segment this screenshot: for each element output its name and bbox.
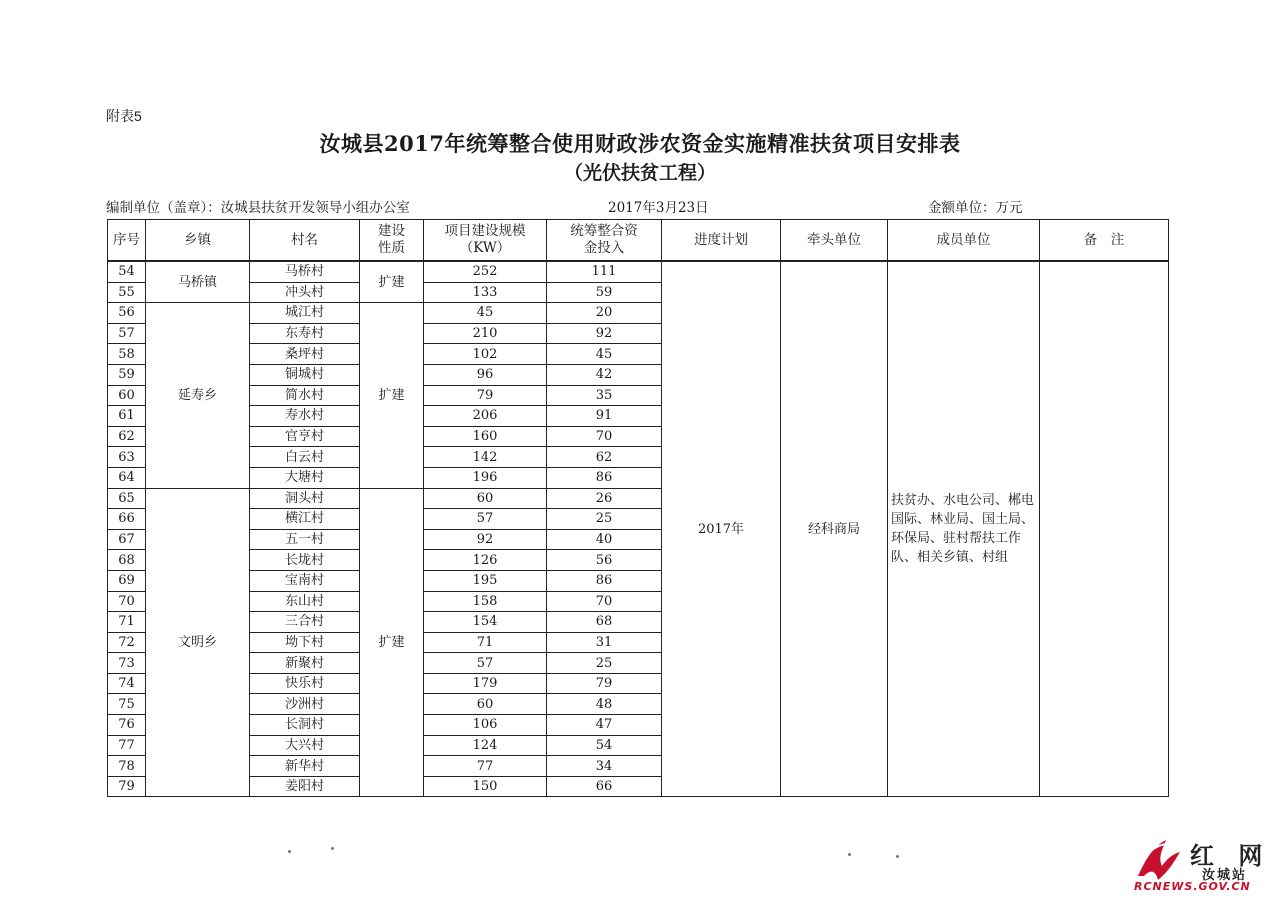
township-cell: 马桥镇 <box>146 261 250 303</box>
seq-cell: 72 <box>108 632 146 653</box>
scale-cell: 210 <box>424 323 547 344</box>
scale-cell: 102 <box>424 344 547 365</box>
funds-cell: 70 <box>547 426 662 447</box>
scale-cell: 79 <box>424 385 547 406</box>
funds-cell: 40 <box>547 529 662 550</box>
funds-cell: 56 <box>547 550 662 571</box>
village-cell: 洞头村 <box>250 488 360 509</box>
village-cell: 简水村 <box>250 385 360 406</box>
seq-cell: 56 <box>108 303 146 324</box>
seq-cell: 69 <box>108 570 146 591</box>
seq-cell: 76 <box>108 715 146 736</box>
seq-cell: 79 <box>108 776 146 797</box>
seq-cell: 57 <box>108 323 146 344</box>
village-cell: 三合村 <box>250 612 360 633</box>
village-cell: 长洞村 <box>250 715 360 736</box>
header-lead: 牵头单位 <box>781 220 888 262</box>
village-cell: 白云村 <box>250 447 360 468</box>
document-title: 汝城县2017年统筹整合使用财政涉农资金实施精准扶贫项目安排表 <box>319 131 961 156</box>
header-schedule: 进度计划 <box>662 220 781 262</box>
seq-cell: 54 <box>108 261 146 282</box>
project-table <box>107 219 1169 797</box>
village-cell: 桑坪村 <box>250 344 360 365</box>
scale-cell: 92 <box>424 529 547 550</box>
scale-cell: 57 <box>424 653 547 674</box>
scale-cell: 57 <box>424 509 547 530</box>
schedule-cell: 2017年 <box>662 261 781 797</box>
funds-cell: 62 <box>547 447 662 468</box>
header-scale: 项目建设规模（KW） <box>424 220 547 262</box>
scale-cell: 150 <box>424 776 547 797</box>
rednet-watermark-logo <box>1132 834 1272 896</box>
rednet-brush-icon <box>1132 836 1188 884</box>
header-nature: 建设性质 <box>360 220 424 262</box>
scan-speck <box>331 847 334 850</box>
scale-cell: 195 <box>424 570 547 591</box>
funds-cell: 68 <box>547 612 662 633</box>
header-funds: 统筹整合资金投入 <box>547 220 662 262</box>
village-cell: 姜阳村 <box>250 776 360 797</box>
village-cell: 冲头村 <box>250 282 360 303</box>
seq-cell: 64 <box>108 467 146 488</box>
seq-cell: 55 <box>108 282 146 303</box>
village-cell: 官亨村 <box>250 426 360 447</box>
funds-cell: 86 <box>547 467 662 488</box>
funds-cell: 45 <box>547 344 662 365</box>
seq-cell: 63 <box>108 447 146 468</box>
funds-cell: 54 <box>547 735 662 756</box>
watermark-url: RCNEWS.GOV.CN <box>1134 880 1251 893</box>
scale-cell: 126 <box>424 550 547 571</box>
header-village: 村名 <box>250 220 360 262</box>
funds-cell: 20 <box>547 303 662 324</box>
compile-date: 2017年3月23日 <box>608 200 709 216</box>
village-cell: 横江村 <box>250 509 360 530</box>
scale-cell: 60 <box>424 694 547 715</box>
nature-cell: 扩建 <box>360 261 424 303</box>
funds-cell: 34 <box>547 756 662 777</box>
watermark-station: 汝城站 <box>1202 868 1248 883</box>
seq-cell: 78 <box>108 756 146 777</box>
scale-cell: 179 <box>424 673 547 694</box>
funds-cell: 48 <box>547 694 662 715</box>
table-body <box>108 261 1169 797</box>
seq-cell: 60 <box>108 385 146 406</box>
seq-cell: 58 <box>108 344 146 365</box>
header-seq: 序号 <box>108 220 146 262</box>
funds-cell: 92 <box>547 323 662 344</box>
village-cell: 坳下村 <box>250 632 360 653</box>
attachment-label: 附表5 <box>106 108 142 124</box>
funds-cell: 86 <box>547 570 662 591</box>
funds-cell: 66 <box>547 776 662 797</box>
header-members: 成员单位 <box>888 220 1040 262</box>
remarks-cell <box>1040 261 1169 797</box>
funds-cell: 70 <box>547 591 662 612</box>
village-cell: 长垅村 <box>250 550 360 571</box>
village-cell: 快乐村 <box>250 673 360 694</box>
seq-cell: 67 <box>108 529 146 550</box>
seq-cell: 75 <box>108 694 146 715</box>
village-cell: 大兴村 <box>250 735 360 756</box>
scale-cell: 206 <box>424 406 547 427</box>
village-cell: 宝南村 <box>250 570 360 591</box>
seq-cell: 61 <box>108 406 146 427</box>
scale-cell: 196 <box>424 467 547 488</box>
scale-cell: 133 <box>424 282 547 303</box>
village-cell: 寿水村 <box>250 406 360 427</box>
funds-cell: 111 <box>547 261 662 282</box>
village-cell: 五一村 <box>250 529 360 550</box>
scale-cell: 252 <box>424 261 547 282</box>
village-cell: 马桥村 <box>250 261 360 282</box>
village-cell: 东寿村 <box>250 323 360 344</box>
funds-cell: 25 <box>547 653 662 674</box>
funds-cell: 42 <box>547 364 662 385</box>
seq-cell: 71 <box>108 612 146 633</box>
member-units-cell: 扶贫办、水电公司、郴电国际、林业局、国土局、环保局、驻村帮扶工作队、相关乡镇、村组 <box>888 261 1040 797</box>
funds-cell: 91 <box>547 406 662 427</box>
township-cell: 文明乡 <box>146 488 250 797</box>
amount-unit: 金额单位：万元 <box>928 200 1023 216</box>
scale-cell: 142 <box>424 447 547 468</box>
village-cell: 新聚村 <box>250 653 360 674</box>
scale-cell: 96 <box>424 364 547 385</box>
seq-cell: 59 <box>108 364 146 385</box>
seq-cell: 74 <box>108 673 146 694</box>
seq-cell: 73 <box>108 653 146 674</box>
scale-cell: 106 <box>424 715 547 736</box>
seq-cell: 70 <box>108 591 146 612</box>
scale-cell: 158 <box>424 591 547 612</box>
scale-cell: 124 <box>424 735 547 756</box>
seq-cell: 68 <box>108 550 146 571</box>
village-cell: 沙洲村 <box>250 694 360 715</box>
village-cell: 东山村 <box>250 591 360 612</box>
table-header-row <box>108 220 1169 262</box>
seq-cell: 77 <box>108 735 146 756</box>
scan-speck <box>288 850 291 853</box>
seq-cell: 66 <box>108 509 146 530</box>
watermark-name: 红 网 <box>1190 842 1271 870</box>
seq-cell: 62 <box>108 426 146 447</box>
township-cell: 延寿乡 <box>146 303 250 488</box>
table-row <box>108 261 1169 282</box>
scale-cell: 77 <box>424 756 547 777</box>
scale-cell: 45 <box>424 303 547 324</box>
header-township: 乡镇 <box>146 220 250 262</box>
scan-speck <box>896 855 899 858</box>
scale-cell: 154 <box>424 612 547 633</box>
nature-cell: 扩建 <box>360 488 424 797</box>
village-cell: 铜城村 <box>250 364 360 385</box>
document-subtitle: （光伏扶贫工程） <box>563 162 716 184</box>
village-cell: 新华村 <box>250 756 360 777</box>
funds-cell: 59 <box>547 282 662 303</box>
scale-cell: 71 <box>424 632 547 653</box>
lead-unit-cell: 经科商局 <box>781 261 888 797</box>
seq-cell: 65 <box>108 488 146 509</box>
scale-cell: 60 <box>424 488 547 509</box>
funds-cell: 25 <box>547 509 662 530</box>
village-cell: 城江村 <box>250 303 360 324</box>
scan-speck <box>848 853 851 856</box>
nature-cell: 扩建 <box>360 303 424 488</box>
header-remarks: 备 注 <box>1040 220 1169 262</box>
compiling-unit: 编制单位（盖章）：汝城县扶贫开发领导小组办公室 <box>106 200 410 216</box>
funds-cell: 47 <box>547 715 662 736</box>
funds-cell: 35 <box>547 385 662 406</box>
funds-cell: 79 <box>547 673 662 694</box>
village-cell: 大塘村 <box>250 467 360 488</box>
funds-cell: 31 <box>547 632 662 653</box>
scale-cell: 160 <box>424 426 547 447</box>
funds-cell: 26 <box>547 488 662 509</box>
